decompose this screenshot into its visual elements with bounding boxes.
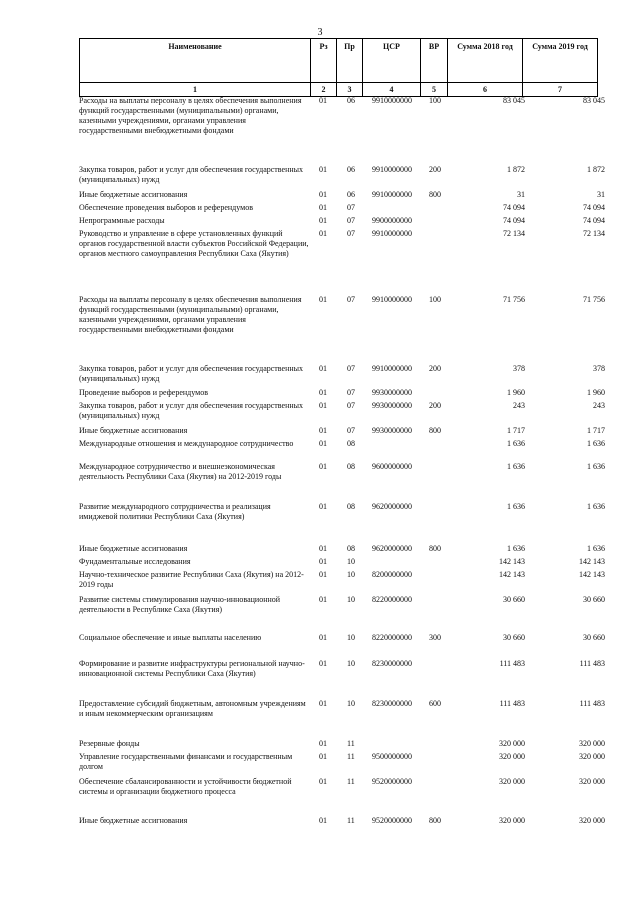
cell-name: Обеспечение сбалансированности и устойчивости бюджетной системы и организации бюджетного процесса	[79, 777, 292, 796]
cell-rz: 01	[319, 96, 327, 105]
cell-vr: 200	[429, 364, 441, 373]
cell-csr: 9620000000	[372, 502, 412, 511]
cell-s2018: 30 660	[503, 595, 525, 604]
cell-s2018: 111 483	[499, 699, 525, 708]
cell-vr: 800	[429, 816, 441, 825]
cell-pr: 08	[347, 502, 355, 511]
cell-s2018: 1 872	[507, 165, 525, 174]
cell-pr: 11	[347, 752, 355, 761]
table-row	[79, 388, 605, 401]
cell-rz: 01	[319, 229, 327, 238]
table-row	[79, 777, 605, 816]
cell-s2019: 31	[597, 190, 605, 199]
cell-s2019: 72 134	[583, 229, 605, 238]
table-row	[79, 659, 605, 699]
col-header-sum-2019: Сумма 2019 год	[523, 39, 598, 83]
cell-rz: 01	[319, 557, 327, 566]
table-header	[79, 38, 598, 97]
cell-s2018: 31	[517, 190, 525, 199]
cell-s2019: 243	[593, 401, 605, 410]
col-number: 7	[523, 83, 598, 97]
cell-pr: 10	[347, 659, 355, 668]
cell-pr: 08	[347, 462, 355, 471]
table-row	[79, 557, 605, 570]
cell-pr: 11	[347, 777, 355, 786]
table-row	[79, 96, 605, 165]
cell-name: Социальное обеспечение и иные выплаты населению	[79, 633, 262, 642]
cell-rz: 01	[319, 752, 327, 761]
cell-s2019: 1 636	[587, 544, 605, 553]
table-row	[79, 190, 605, 203]
table-row	[79, 439, 605, 462]
cell-csr: 9520000000	[372, 777, 412, 786]
cell-s2019: 71 756	[583, 295, 605, 304]
cell-s2018: 320 000	[499, 816, 525, 825]
cell-rz: 01	[319, 570, 327, 579]
cell-rz: 01	[319, 426, 327, 435]
cell-s2018: 320 000	[499, 739, 525, 748]
cell-name: Резервные фонды	[79, 739, 140, 748]
cell-s2018: 142 143	[499, 557, 525, 566]
table-row	[79, 203, 605, 216]
cell-rz: 01	[319, 502, 327, 511]
cell-name: Иные бюджетные ассигнования	[79, 190, 188, 199]
cell-s2018: 30 660	[503, 633, 525, 642]
cell-pr: 07	[347, 203, 355, 212]
cell-csr: 9910000000	[372, 295, 412, 304]
cell-rz: 01	[319, 462, 327, 471]
col-number: 5	[421, 83, 448, 97]
table-row	[79, 216, 605, 229]
cell-csr: 9910000000	[372, 229, 412, 238]
cell-name: Управление государственными финансами и государственным долгом	[79, 752, 293, 771]
cell-s2019: 320 000	[579, 777, 605, 786]
col-header-name: Наименование	[80, 39, 311, 83]
cell-s2018: 72 134	[503, 229, 525, 238]
cell-s2018: 320 000	[499, 752, 525, 761]
cell-rz: 01	[319, 633, 327, 642]
cell-name: Закупка товаров, работ и услуг для обеспечения государственных (муниципальных) нужд	[79, 401, 304, 420]
cell-s2019: 111 483	[579, 659, 605, 668]
cell-s2018: 1 960	[507, 388, 525, 397]
cell-name: Иные бюджетные ассигнования	[79, 544, 188, 553]
cell-rz: 01	[319, 401, 327, 410]
cell-s2019: 320 000	[579, 752, 605, 761]
table-body	[79, 96, 605, 830]
cell-name: Предоставление субсидий бюджетным, автономным учреждениям и иным некоммерческим организациям	[79, 699, 306, 718]
cell-csr: 9910000000	[372, 165, 412, 174]
cell-pr: 07	[347, 426, 355, 435]
cell-name: Иные бюджетные ассигнования	[79, 816, 188, 825]
cell-name: Закупка товаров, работ и услуг для обеспечения государственных (муниципальных) нужд	[79, 364, 304, 383]
col-number: 4	[363, 83, 421, 97]
cell-s2018: 243	[513, 401, 525, 410]
cell-rz: 01	[319, 295, 327, 304]
cell-s2019: 111 483	[579, 699, 605, 708]
cell-rz: 01	[319, 739, 327, 748]
cell-pr: 10	[347, 633, 355, 642]
cell-rz: 01	[319, 699, 327, 708]
col-number: 1	[80, 83, 311, 97]
cell-name: Непрограммные расходы	[79, 216, 165, 225]
table-row	[79, 364, 605, 388]
cell-pr: 11	[347, 739, 355, 748]
cell-s2019: 142 143	[579, 570, 605, 579]
cell-csr: 9520000000	[372, 816, 412, 825]
cell-pr: 08	[347, 544, 355, 553]
cell-rz: 01	[319, 216, 327, 225]
cell-name: Проведение выборов и референдумов	[79, 388, 208, 397]
cell-rz: 01	[319, 388, 327, 397]
table-row	[79, 633, 605, 659]
cell-csr: 9910000000	[372, 96, 412, 105]
table-row	[79, 752, 605, 777]
cell-s2018: 111 483	[499, 659, 525, 668]
cell-pr: 10	[347, 557, 355, 566]
table-row	[79, 502, 605, 544]
cell-rz: 01	[319, 816, 327, 825]
cell-csr: 9900000000	[372, 216, 412, 225]
cell-pr: 07	[347, 295, 355, 304]
cell-vr: 100	[429, 295, 441, 304]
cell-pr: 06	[347, 165, 355, 174]
page-number: 3	[317, 27, 323, 38]
cell-vr: 200	[429, 165, 441, 174]
cell-pr: 10	[347, 699, 355, 708]
col-header-pr: Пр	[337, 39, 363, 83]
cell-pr: 08	[347, 439, 355, 448]
cell-s2019: 1 636	[587, 439, 605, 448]
cell-s2019: 1 872	[587, 165, 605, 174]
cell-rz: 01	[319, 190, 327, 199]
table-row	[79, 462, 605, 502]
cell-csr: 9930000000	[372, 401, 412, 410]
cell-name: Расходы на выплаты персоналу в целях обеспечения выполнения функций государственными (муниципальными) органами, казенными учреждениями, органами управления государственными внебюджетными фондами	[79, 295, 302, 334]
cell-name: Формирование и развитие инфраструктуры региональной научно-инновационной системы Республики Саха (Якутия)	[79, 659, 305, 678]
table-row	[79, 401, 605, 426]
table-row	[79, 229, 605, 295]
cell-name: Иные бюджетные ассигнования	[79, 426, 188, 435]
cell-s2019: 1 717	[587, 426, 605, 435]
cell-pr: 10	[347, 570, 355, 579]
cell-s2019: 74 094	[583, 203, 605, 212]
cell-csr: 9910000000	[372, 190, 412, 199]
table-row	[79, 295, 605, 364]
col-header-rz: Рз	[311, 39, 337, 83]
cell-csr: 8220000000	[372, 595, 412, 604]
cell-rz: 01	[319, 777, 327, 786]
cell-s2018: 1 636	[507, 439, 525, 448]
cell-rz: 01	[319, 595, 327, 604]
cell-pr: 06	[347, 96, 355, 105]
cell-rz: 01	[319, 165, 327, 174]
cell-csr: 8220000000	[372, 633, 412, 642]
cell-vr: 800	[429, 544, 441, 553]
cell-s2019: 74 094	[583, 216, 605, 225]
cell-pr: 10	[347, 595, 355, 604]
col-header-sum-2018: Сумма 2018 год	[448, 39, 523, 83]
cell-rz: 01	[319, 364, 327, 373]
cell-s2019: 142 143	[579, 557, 605, 566]
table-row	[79, 595, 605, 633]
cell-s2018: 74 094	[503, 203, 525, 212]
cell-s2018: 74 094	[503, 216, 525, 225]
cell-pr: 07	[347, 388, 355, 397]
cell-name: Международные отношения и международное сотрудничество	[79, 439, 294, 448]
cell-name: Расходы на выплаты персоналу в целях обеспечения выполнения функций государственными (муниципальными) органами, казенными учреждениями, органами управления государственными внебюджетными фондами	[79, 96, 302, 135]
cell-s2019: 83 045	[583, 96, 605, 105]
cell-csr: 9930000000	[372, 388, 412, 397]
cell-pr: 11	[347, 816, 355, 825]
cell-pr: 06	[347, 190, 355, 199]
cell-pr: 07	[347, 229, 355, 238]
table-row	[79, 570, 605, 595]
cell-vr: 100	[429, 96, 441, 105]
cell-csr: 9500000000	[372, 752, 412, 761]
cell-name: Развитие системы стимулирования научно-инновационной деятельности в Республике Саха (Якутия)	[79, 595, 281, 614]
cell-rz: 01	[319, 659, 327, 668]
cell-name: Руководство и управление в сфере установленных функций органов государственной власти субъектов Российской Федерации, органов местного самоуправления Республики Саха (Якутия)	[79, 229, 309, 258]
col-number: 2	[311, 83, 337, 97]
cell-csr: 8230000000	[372, 659, 412, 668]
cell-csr: 8200000000	[372, 570, 412, 579]
cell-rz: 01	[319, 203, 327, 212]
cell-s2019: 1 636	[587, 502, 605, 511]
cell-name: Развитие международного сотрудничества и реализация имиджевой политики Республики Саха (Якутия)	[79, 502, 271, 521]
cell-s2018: 1 636	[507, 462, 525, 471]
cell-name: Обеспечение проведения выборов и референдумов	[79, 203, 253, 212]
cell-name: Научно-техническое развитие Республики Саха (Якутия) на 2012-2019 годы	[79, 570, 304, 589]
cell-s2018: 1 717	[507, 426, 525, 435]
cell-s2018: 320 000	[499, 777, 525, 786]
cell-csr: 9620000000	[372, 544, 412, 553]
cell-vr: 800	[429, 190, 441, 199]
cell-s2019: 30 660	[583, 595, 605, 604]
cell-pr: 07	[347, 401, 355, 410]
cell-s2019: 320 000	[579, 816, 605, 825]
cell-vr: 300	[429, 633, 441, 642]
cell-s2019: 30 660	[583, 633, 605, 642]
cell-pr: 07	[347, 364, 355, 373]
cell-s2019: 1 636	[587, 462, 605, 471]
cell-csr: 9600000000	[372, 462, 412, 471]
cell-s2018: 142 143	[499, 570, 525, 579]
table-row	[79, 544, 605, 557]
cell-rz: 01	[319, 439, 327, 448]
col-header-csr: ЦСР	[363, 39, 421, 83]
cell-name: Закупка товаров, работ и услуг для обеспечения государственных (муниципальных) нужд	[79, 165, 304, 184]
cell-name: Фундаментальные исследования	[79, 557, 191, 566]
cell-s2019: 1 960	[587, 388, 605, 397]
cell-s2019: 378	[593, 364, 605, 373]
cell-csr: 8230000000	[372, 699, 412, 708]
cell-vr: 200	[429, 401, 441, 410]
col-number: 6	[448, 83, 523, 97]
cell-s2019: 320 000	[579, 739, 605, 748]
cell-s2018: 1 636	[507, 502, 525, 511]
col-number: 3	[337, 83, 363, 97]
table-row	[79, 165, 605, 190]
cell-s2018: 378	[513, 364, 525, 373]
cell-csr: 9910000000	[372, 364, 412, 373]
cell-vr: 600	[429, 699, 441, 708]
cell-s2018: 1 636	[507, 544, 525, 553]
table-row	[79, 816, 605, 830]
cell-csr: 9930000000	[372, 426, 412, 435]
table-row	[79, 426, 605, 439]
col-header-vr: ВР	[421, 39, 448, 83]
table-row	[79, 699, 605, 739]
cell-s2018: 71 756	[503, 295, 525, 304]
cell-name: Международное сотрудничество и внешнеэкономическая деятельность Республики Саха (Якутия) на 2012-2019 годы	[79, 462, 282, 481]
cell-pr: 07	[347, 216, 355, 225]
cell-vr: 800	[429, 426, 441, 435]
cell-s2018: 83 045	[503, 96, 525, 105]
cell-rz: 01	[319, 544, 327, 553]
table-row	[79, 739, 605, 752]
